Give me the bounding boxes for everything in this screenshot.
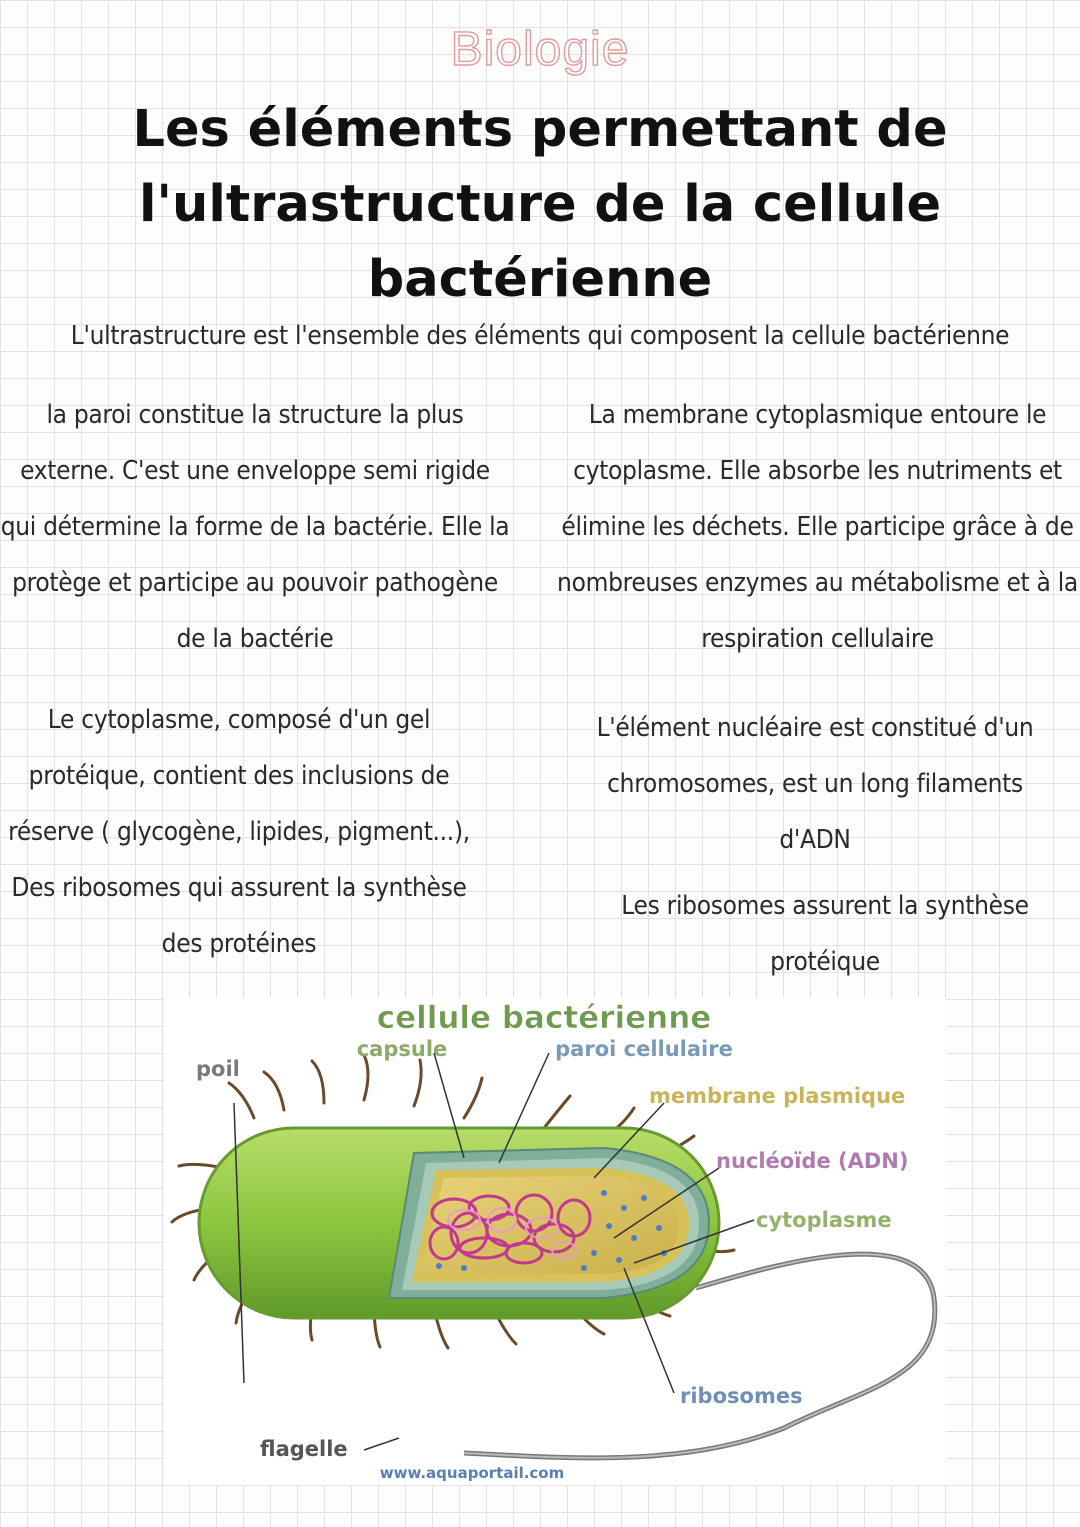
label-cytoplasme: cytoplasme xyxy=(756,1208,892,1232)
bacteria-diagram-svg xyxy=(164,998,946,1485)
label-ribosomes: ribosomes xyxy=(680,1384,803,1408)
intro-text: L'ultrastructure est l'ensemble des éléments qui composent la cellule bactérienne xyxy=(70,321,1010,351)
label-nucleoide: nucléoïde (ADN) xyxy=(716,1149,909,1173)
diagram-credit: www.aquaportail.com xyxy=(379,1464,565,1482)
membrane-paragraph: La membrane cytoplasmique entoure le cytoplasme. Elle absorbe les nutriments et élimine les déchets. Elle participe grâce à de nombreuses enzymes au métabolisme et à la respiration cellulaire xyxy=(557,400,1078,654)
paroi-paragraph: la paroi constitue la structure la plus externe. C'est une enveloppe semi rigide qui détermine la forme de la bactérie. Elle la protège et participe au pouvoir pathogène de la bactérie xyxy=(0,400,510,654)
subject-heading: Biologie xyxy=(450,23,630,76)
bacteria-diagram xyxy=(164,998,946,1485)
label-membrane: membrane plasmique xyxy=(649,1084,906,1108)
label-flagelle: flagelle xyxy=(260,1437,348,1461)
ribosomes-paragraph: Les ribosomes assurent la synthèse protéique xyxy=(621,891,1029,977)
label-poil: poil xyxy=(196,1057,240,1081)
diagram-title: cellule bactérienne xyxy=(376,1000,712,1036)
label-paroi: paroi cellulaire xyxy=(555,1037,733,1061)
nucleaire-paragraph: L'élément nucléaire est constitué d'un chromosomes, est un long filaments d'ADN xyxy=(596,713,1034,855)
page-title: Les éléments permettant de l'ultrastructure de la cellule bactérienne xyxy=(132,100,948,309)
label-capsule: capsule xyxy=(356,1037,448,1061)
cytoplasme-paragraph: Le cytoplasme, composé d'un gel protéique, contient des inclusions de réserve ( glycogène, lipides, pigment...), Des ribosomes qui assurent la synthèse des protéines xyxy=(8,705,470,959)
